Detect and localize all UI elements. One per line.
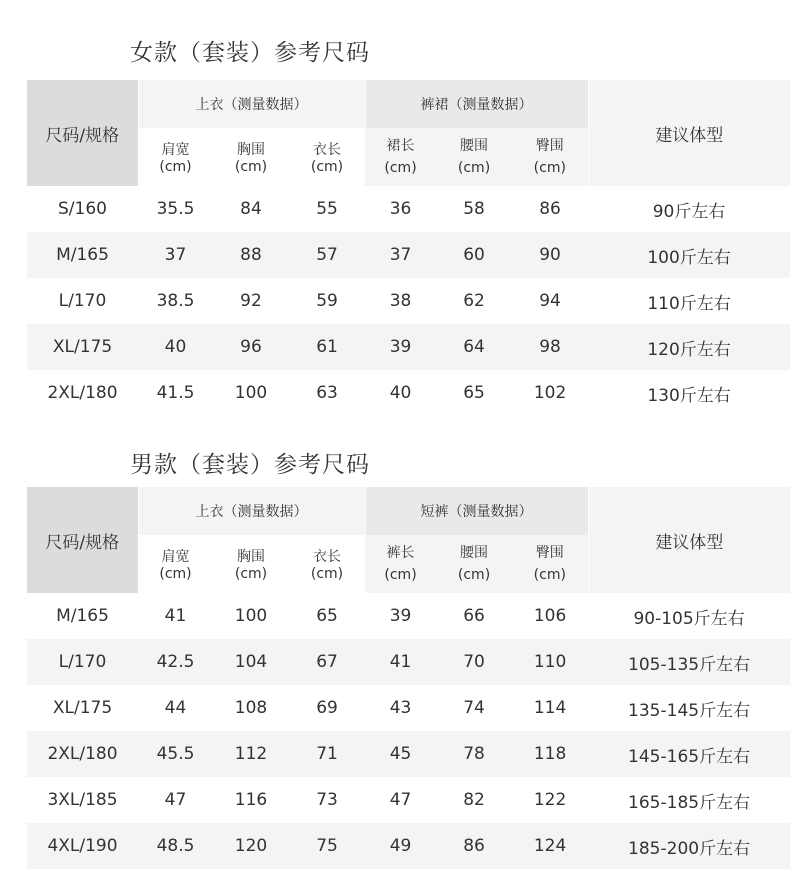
value-cell: 92: [213, 278, 289, 324]
value-cell: 67: [289, 639, 365, 685]
women-table-header: [27, 80, 790, 186]
value-cell: 94: [512, 278, 588, 324]
men-table-body: [27, 593, 790, 869]
women-size-header: 尺码/规格: [27, 80, 138, 186]
women-col-header: 胸围 (cm): [213, 128, 289, 186]
men-col-header: 胸围 (cm): [213, 535, 289, 593]
value-cell: 118: [512, 731, 588, 777]
women-size-table-block: [27, 80, 790, 416]
men-col-header: 腰围 (cm): [436, 535, 512, 593]
women-bottom-group-header: 裤裙（测量数据）: [365, 80, 588, 128]
value-cell: 114: [512, 685, 588, 731]
men-col-header: 衣长 (cm): [289, 535, 365, 593]
men-col-header: 肩宽 (cm): [138, 535, 213, 593]
suggest-cell: 90斤左右: [588, 186, 790, 232]
value-cell: 37: [138, 232, 213, 278]
value-cell: 59: [289, 278, 365, 324]
value-cell: 63: [289, 370, 365, 416]
value-cell: 58: [436, 186, 512, 232]
value-cell: 64: [436, 324, 512, 370]
value-cell: 100: [213, 593, 289, 639]
value-cell: 40: [365, 370, 436, 416]
value-cell: 88: [213, 232, 289, 278]
women-top-group-header: 上衣（测量数据）: [138, 80, 365, 128]
value-cell: 98: [512, 324, 588, 370]
size-cell: S/160: [27, 186, 138, 232]
value-cell: 44: [138, 685, 213, 731]
value-cell: 60: [436, 232, 512, 278]
men-top-group-header: 上衣（测量数据）: [138, 487, 365, 535]
women-table-body: [27, 186, 790, 416]
table-row: [27, 593, 790, 639]
men-size-header: 尺码/规格: [27, 487, 138, 593]
value-cell: 110: [512, 639, 588, 685]
value-cell: 41: [138, 593, 213, 639]
value-cell: 66: [436, 593, 512, 639]
size-cell: M/165: [27, 593, 138, 639]
value-cell: 37: [365, 232, 436, 278]
value-cell: 108: [213, 685, 289, 731]
value-cell: 41.5: [138, 370, 213, 416]
value-cell: 86: [436, 823, 512, 869]
value-cell: 90: [512, 232, 588, 278]
women-size-table: [27, 80, 790, 416]
value-cell: 40: [138, 324, 213, 370]
value-cell: 65: [436, 370, 512, 416]
women-col-header: 裙长 (cm): [365, 128, 436, 186]
value-cell: 75: [289, 823, 365, 869]
value-cell: 49: [365, 823, 436, 869]
table-row: [27, 370, 790, 416]
value-cell: 73: [289, 777, 365, 823]
value-cell: 86: [512, 186, 588, 232]
value-cell: 82: [436, 777, 512, 823]
size-cell: 4XL/190: [27, 823, 138, 869]
women-col-header: 臀围 (cm): [512, 128, 588, 186]
men-col-header: 臀围 (cm): [512, 535, 588, 593]
size-cell: 2XL/180: [27, 731, 138, 777]
value-cell: 36: [365, 186, 436, 232]
suggest-cell: 100斤左右: [588, 232, 790, 278]
value-cell: 74: [436, 685, 512, 731]
value-cell: 62: [436, 278, 512, 324]
table-row: [27, 324, 790, 370]
value-cell: 55: [289, 186, 365, 232]
table-row: [27, 232, 790, 278]
size-cell: L/170: [27, 278, 138, 324]
value-cell: 78: [436, 731, 512, 777]
value-cell: 96: [213, 324, 289, 370]
value-cell: 69: [289, 685, 365, 731]
men-table-header: [27, 487, 790, 593]
value-cell: 112: [213, 731, 289, 777]
size-cell: 2XL/180: [27, 370, 138, 416]
value-cell: 70: [436, 639, 512, 685]
value-cell: 48.5: [138, 823, 213, 869]
size-cell: 3XL/185: [27, 777, 138, 823]
value-cell: 47: [138, 777, 213, 823]
size-cell: XL/175: [27, 685, 138, 731]
table-row: [27, 186, 790, 232]
value-cell: 39: [365, 593, 436, 639]
women-section-title: 女款（套装）参考尺码: [130, 40, 370, 66]
women-col-header: 衣长 (cm): [289, 128, 365, 186]
suggest-cell: 90-105斤左右: [588, 593, 790, 639]
suggest-cell: 120斤左右: [588, 324, 790, 370]
size-cell: L/170: [27, 639, 138, 685]
value-cell: 71: [289, 731, 365, 777]
table-row: [27, 278, 790, 324]
size-cell: M/165: [27, 232, 138, 278]
men-section-title: 男款（套装）参考尺码: [130, 452, 370, 478]
value-cell: 104: [213, 639, 289, 685]
value-cell: 102: [512, 370, 588, 416]
suggest-cell: 145-165斤左右: [588, 731, 790, 777]
value-cell: 38.5: [138, 278, 213, 324]
value-cell: 124: [512, 823, 588, 869]
value-cell: 39: [365, 324, 436, 370]
value-cell: 47: [365, 777, 436, 823]
value-cell: 120: [213, 823, 289, 869]
women-col-header: 肩宽 (cm): [138, 128, 213, 186]
women-suggest-header: 建议体型: [588, 80, 790, 186]
table-row: [27, 731, 790, 777]
value-cell: 116: [213, 777, 289, 823]
table-row: [27, 777, 790, 823]
suggest-cell: 130斤左右: [588, 370, 790, 416]
men-size-table: [27, 487, 790, 869]
value-cell: 45.5: [138, 731, 213, 777]
value-cell: 84: [213, 186, 289, 232]
table-row: [27, 823, 790, 869]
value-cell: 122: [512, 777, 588, 823]
men-bottom-group-header: 短裤（测量数据）: [365, 487, 588, 535]
value-cell: 42.5: [138, 639, 213, 685]
value-cell: 45: [365, 731, 436, 777]
suggest-cell: 110斤左右: [588, 278, 790, 324]
value-cell: 41: [365, 639, 436, 685]
value-cell: 57: [289, 232, 365, 278]
value-cell: 100: [213, 370, 289, 416]
value-cell: 65: [289, 593, 365, 639]
value-cell: 43: [365, 685, 436, 731]
value-cell: 38: [365, 278, 436, 324]
suggest-cell: 135-145斤左右: [588, 685, 790, 731]
table-row: [27, 685, 790, 731]
suggest-cell: 105-135斤左右: [588, 639, 790, 685]
value-cell: 35.5: [138, 186, 213, 232]
value-cell: 106: [512, 593, 588, 639]
men-col-header: 裤长 (cm): [365, 535, 436, 593]
men-size-table-block: [27, 487, 790, 869]
suggest-cell: 185-200斤左右: [588, 823, 790, 869]
table-row: [27, 639, 790, 685]
men-suggest-header: 建议体型: [588, 487, 790, 593]
value-cell: 61: [289, 324, 365, 370]
size-cell: XL/175: [27, 324, 138, 370]
women-col-header: 腰围 (cm): [436, 128, 512, 186]
suggest-cell: 165-185斤左右: [588, 777, 790, 823]
